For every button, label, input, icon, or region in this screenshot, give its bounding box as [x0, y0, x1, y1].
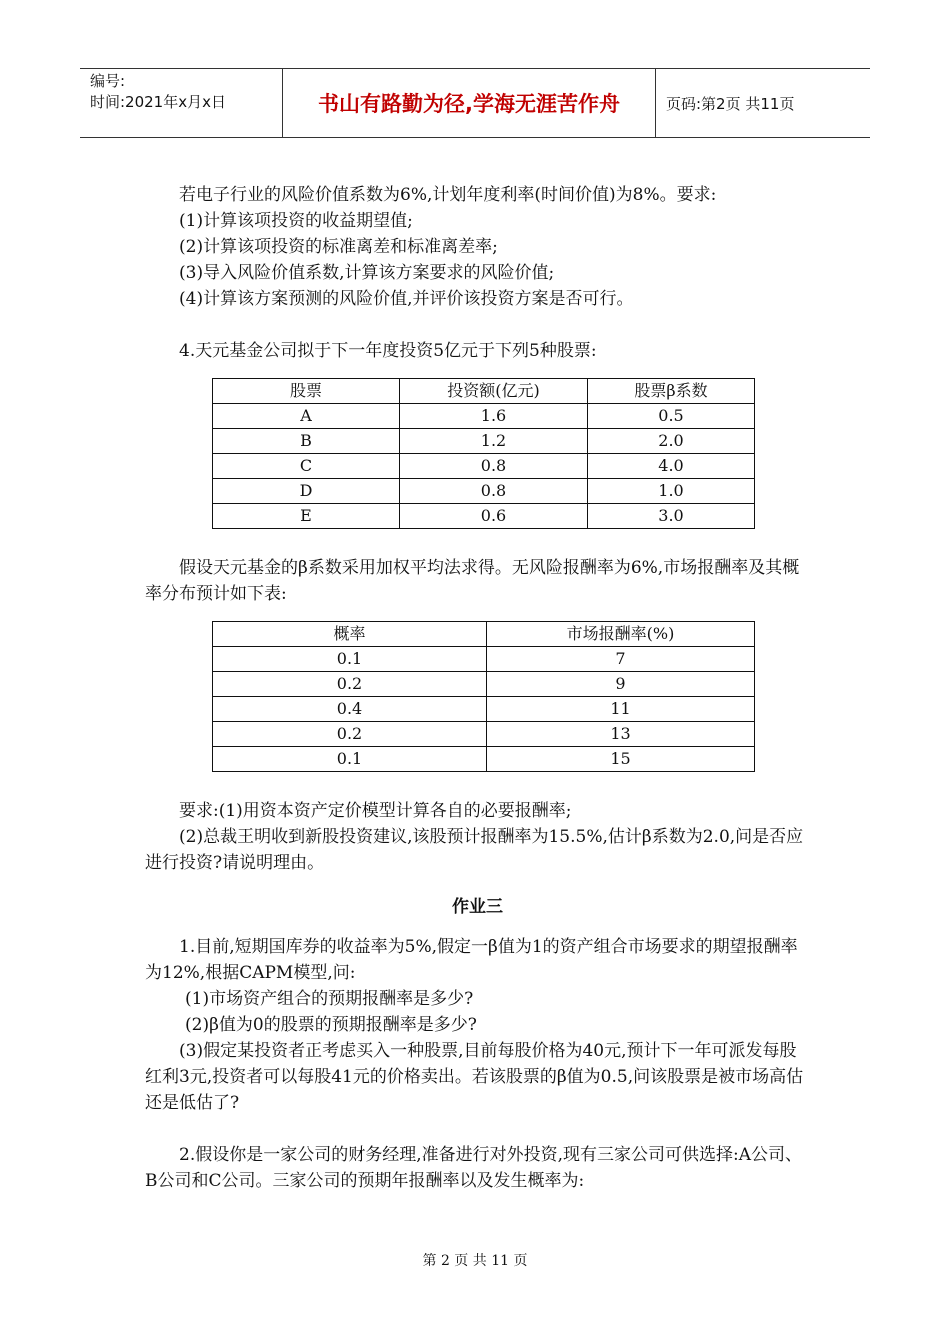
table-cell: C — [213, 454, 400, 479]
table-cell: A — [213, 404, 400, 429]
question-1-sub-1: (1)市场资产组合的预期报酬率是多少? — [185, 989, 474, 1009]
table-row — [213, 429, 755, 454]
page-header — [80, 68, 870, 138]
table-row — [213, 672, 755, 697]
table-cell: 0.8 — [400, 454, 588, 479]
question-4-assumption: 假设天元基金的β系数采用加权平均法求得。无风险报酬率为6%,市场报酬率及其概率分布预计如下表: — [145, 558, 800, 604]
table-header: 投资额(亿元) — [400, 379, 588, 404]
section-title: 作业三 — [452, 897, 503, 917]
document-number: 编号: — [90, 72, 126, 90]
question-1-sub-2: (2)β值为0的股票的预期报酬率是多少? — [185, 1015, 477, 1035]
question-4-requirement-2: (2)总裁王明收到新股投资建议,该股预计报酬率为15.5%,估计β系数为2.0,问是否应进行投资?请说明理由。 — [145, 827, 804, 873]
table-cell: B — [213, 429, 400, 454]
question-4-intro: 4.天元基金公司拟于下一年度投资5亿元于下列5种股票: — [179, 341, 597, 361]
header-meta — [80, 69, 283, 137]
table-cell: 0.4 — [213, 697, 487, 722]
table-cell: 0.1 — [213, 747, 487, 772]
table-header: 股票β系数 — [588, 379, 755, 404]
table-row — [213, 454, 755, 479]
market-return-table — [212, 621, 755, 772]
intro-line: (1)计算该项投资的收益期望值; — [179, 211, 413, 231]
homework-3-question-2: 2.假设你是一家公司的财务经理,准备进行对外投资,现有三家公司可供选择:A公司、B公司和C公司。三家公司的预期年报酬率以及发生概率为: — [145, 1145, 803, 1191]
header-page-number: 页码:第2页 共11页 — [666, 94, 795, 113]
table-row — [213, 504, 755, 529]
document-date: 时间:2021年x月x日 — [90, 93, 226, 111]
table-cell: 0.2 — [213, 672, 487, 697]
table-cell: 2.0 — [588, 429, 755, 454]
table-cell: 13 — [487, 722, 755, 747]
intro-line: (4)计算该方案预测的风险价值,并评价该投资方案是否可行。 — [179, 289, 634, 309]
table-row — [213, 747, 755, 772]
table-cell: 1.0 — [588, 479, 755, 504]
table-header: 股票 — [213, 379, 400, 404]
table-cell: 3.0 — [588, 504, 755, 529]
document-body — [145, 182, 810, 1194]
table-row — [213, 404, 755, 429]
page-footer: 第 2 页 共 11 页 — [422, 1253, 528, 1269]
stock-table — [212, 378, 755, 529]
homework-3-question-1: 1.目前,短期国库券的收益率为5%,假定一β值为1的资产组合市场要求的期望报酬率为12%,根据CAPM模型,问: — [145, 937, 798, 983]
table-header: 市场报酬率(%) — [487, 622, 755, 647]
table-header-row — [213, 622, 755, 647]
table-cell: 11 — [487, 697, 755, 722]
table-cell: 0.1 — [213, 647, 487, 672]
table-cell: 0.2 — [213, 722, 487, 747]
table-row — [213, 697, 755, 722]
table-row — [213, 722, 755, 747]
table-row — [213, 647, 755, 672]
table-cell: 1.2 — [400, 429, 588, 454]
table-header-row — [213, 379, 755, 404]
table-cell: 0.6 — [400, 504, 588, 529]
table-cell: D — [213, 479, 400, 504]
table-cell: 7 — [487, 647, 755, 672]
table-cell: 4.0 — [588, 454, 755, 479]
table-cell: 0.8 — [400, 479, 588, 504]
question-1-sub-3: (3)假定某投资者正考虑买入一种股票,目前每股价格为40元,预计下一年可派发每股红利3元,投资者可以每股41元的价格卖出。若该股票的β值为0.5,问该股票是被市场高估还是低估了? — [145, 1041, 804, 1113]
intro-line: (3)导入风险价值系数,计算该方案要求的风险价值; — [179, 263, 555, 283]
table-row — [213, 479, 755, 504]
question-4-requirement-1: 要求:(1)用资本资产定价模型计算各自的必要报酬率; — [179, 801, 572, 821]
table-cell: 1.6 — [400, 404, 588, 429]
table-cell: E — [213, 504, 400, 529]
header-motto: 书山有路勤为径,学海无涯苦作舟 — [283, 69, 656, 137]
intro-line: 若电子行业的风险价值系数为6%,计划年度利率(时间价值)为8%。要求: — [179, 185, 717, 205]
table-cell: 9 — [487, 672, 755, 697]
table-cell: 15 — [487, 747, 755, 772]
table-cell: 0.5 — [588, 404, 755, 429]
table-header: 概率 — [213, 622, 487, 647]
intro-line: (2)计算该项投资的标准离差和标准离差率; — [179, 237, 498, 257]
